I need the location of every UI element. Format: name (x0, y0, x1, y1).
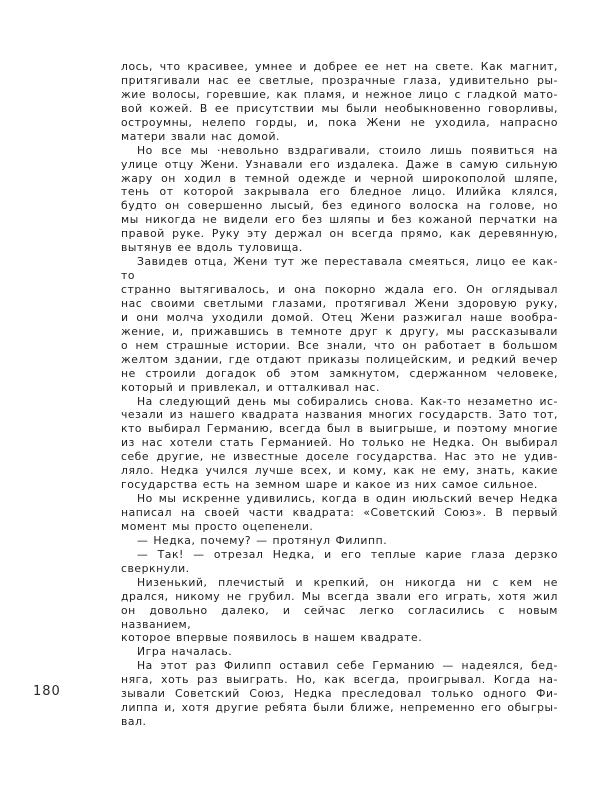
text-line: который и привлекал, и отталкивал нас. (121, 380, 380, 394)
paragraph (121, 534, 558, 548)
text-line: Но мы искренне удивились, когда в один июльский вечер Недка (137, 492, 558, 506)
text-line: жару он ходил в темной одежде и черной широкополой шляпе, (121, 171, 558, 185)
text-line: мы никогда не видели его без шляпы и без кожаной перчатки на (121, 213, 558, 227)
text-line: улице отцу Жени. Узнавали его издалека. Даже в самую сильную (121, 157, 558, 171)
text-line: зывали Советский Союз, Недка преследовал только одного Фи- (121, 687, 558, 701)
paragraph (121, 395, 558, 493)
text-line: ляло. Недка учился лучше всех, и кому, как не ему, знать, какие (121, 464, 558, 478)
text-line: — Так! — отрезал Недка, и его теплые карие глаза дерзко (137, 547, 558, 561)
text-line: будто он совершенно лысый, без единого волоска на голове, но (121, 199, 558, 213)
text-line: няга, хоть раз выиграть. Но, как всегда, проигрывал. Когда на- (121, 673, 558, 687)
text-line: притягивали нас ее светлые, прозрачные глаза, удивительно ры- (121, 73, 558, 87)
text-line: он довольно далеко, и сейчас легко согласились с новым названием, (121, 603, 558, 631)
text-line: правой руке. Руку эту держал он всегда прямо, как деревянную, (121, 227, 558, 241)
text-line: сверкнули. (121, 561, 190, 575)
text-line: написал на своей части квадрата: «Советский Союз». В первый (121, 506, 558, 519)
text-line: — Недка, почему? — протянул Филипп. (137, 533, 388, 547)
paragraph (121, 659, 558, 729)
paragraph (121, 60, 558, 144)
paragraph (121, 645, 558, 659)
text-line: дрался, никому не грубил. Мы всегда звали его играть, хотя жил (121, 589, 558, 603)
text-line: не строили догадок об этом замкнутом, сдержанном человеке, (121, 366, 558, 380)
text-line: кто выбирал Германию, всегда был в выигрыше, и поэтому многие (121, 422, 558, 436)
text-line: о нем страшные истории. Все знали, что он работает в большом (121, 338, 558, 352)
text-line: На следующий день мы собирались снова. Как-то незаметно ис- (137, 394, 558, 408)
text-line: матери звали нас домой. (121, 129, 281, 143)
text-line: вытянув ее вдоль туловища. (121, 241, 303, 255)
text-line: липпа и, хотя другие ребята были ближе, непременно его обыгры- (121, 701, 558, 715)
text-line: тень от которой закрывала его бледное лицо. Илийка клялся, (121, 185, 558, 199)
page-number: 180 (33, 684, 61, 699)
text-line: Завидев отца, Жени тут же переставала смеяться, лицо ее как-то (121, 255, 558, 283)
text-line: вал. (121, 715, 147, 729)
text-line: странно вытягивалось, и она покорно ждала его. Он оглядывал (121, 283, 558, 296)
paragraph (121, 492, 558, 534)
text-line: вой кожей. В ее присутствии мы были необыкновенно говорливы, (121, 101, 558, 115)
text-line: На этот раз Филипп оставил себе Германию — надеялся, бед- (137, 659, 558, 673)
text-line: момент мы просто оцепенели. (121, 519, 314, 533)
text-line: лось, что красивее, умнее и добрее ее нет на свете. Как магнит, (121, 60, 558, 73)
text-line: Низенький, плечистый и крепкий, он никогда ни с кем не (137, 575, 558, 589)
text-line: из нас хотели стать Германией. Но только не Недка. Он выбирал (121, 436, 558, 450)
text-line: нас своими светлыми глазами, протягивал Жени здоровую руку, (121, 296, 558, 310)
text-line: остроумны, нелепо горды, и, пока Жени не уходила, напрасно (121, 115, 558, 129)
text-block (121, 60, 558, 729)
text-line: себе другие, не известные доселе государства. Нас это не удив- (121, 450, 558, 464)
paragraph (121, 255, 558, 394)
paragraph (121, 144, 558, 256)
text-line: Но все мы ·невольно вздрагивали, стоило лишь появиться на (137, 143, 558, 157)
paragraph (121, 548, 558, 576)
text-line: которое впервые появилось в нашем квадрате. (121, 631, 423, 645)
text-line: жение, и, прижавшись в темноте друг к другу, мы рассказывали (121, 324, 558, 338)
text-line: чезали из нашего квадрата названия многих государств. Зато тот, (121, 408, 558, 422)
text-line: жие волосы, горевшие, как пламя, и нежное лицо с гладкой мато- (121, 87, 558, 101)
text-line: государства есть на земном шаре и какое из них самое сильное. (121, 478, 538, 492)
paragraph (121, 576, 558, 646)
text-line: Игра началась. (137, 645, 233, 659)
text-line: и они молча уходили домой. Отец Жени разжигал наше вообра- (121, 310, 558, 324)
text-line: желтом здании, где отдают приказы полицейским, и редкий вечер (121, 352, 558, 366)
